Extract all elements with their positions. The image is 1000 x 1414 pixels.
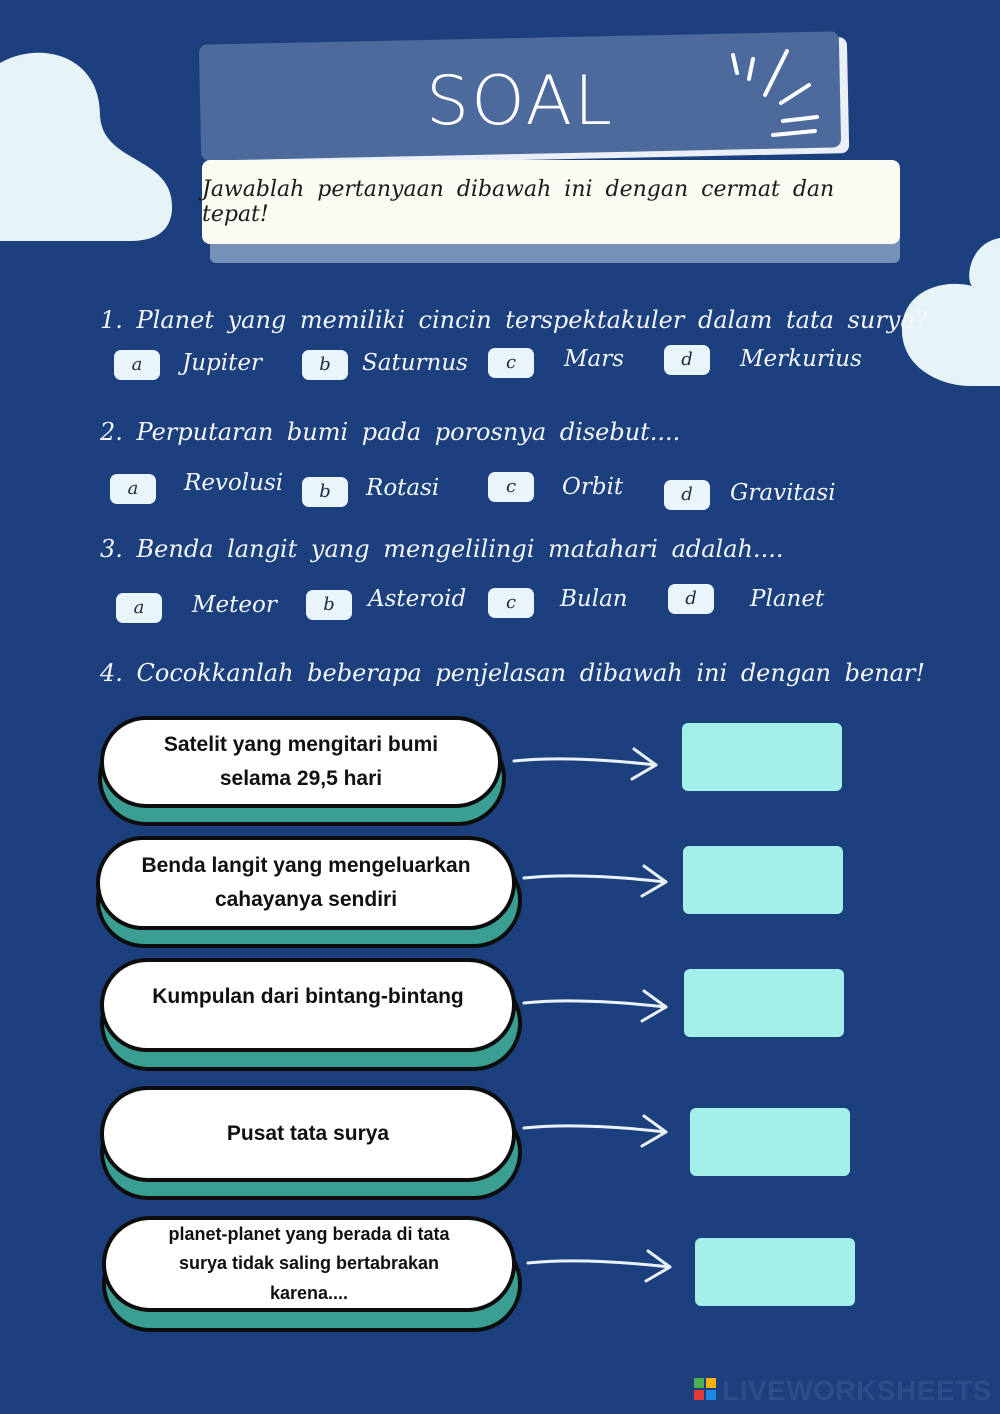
q1-option-a-label: Jupiter	[182, 350, 262, 376]
match-answer-box-2[interactable]	[683, 846, 843, 914]
match-answer-box-1[interactable]	[682, 723, 842, 791]
q3-option-a-label: Meteor	[192, 592, 277, 618]
q3-option-c-label: Bulan	[560, 586, 628, 612]
match-answer-box-5[interactable]	[695, 1238, 855, 1306]
match-item-4	[100, 1086, 516, 1182]
q3-option-d-label: Planet	[750, 586, 825, 612]
match-item-5	[102, 1216, 516, 1312]
match-item-1-line-1: Satelit yang mengitari bumi	[163, 733, 439, 757]
question-4-text: 4. Cocokkanlah beberapa penjelasan dibawah ini dengan benar!	[100, 659, 926, 687]
q2-option-d-badge[interactable]: d	[664, 480, 710, 510]
q2-option-a-badge[interactable]: a	[110, 474, 156, 504]
match-item-1-line-2: selama 29,5 hari	[219, 767, 383, 790]
q2-option-c-label: Orbit	[562, 474, 624, 500]
question-1-text: 1. Planet yang memiliki cincin terspektakuler dalam tata surya?	[100, 306, 928, 334]
instruction-text: Jawablah pertanyaan dibawah ini dengan cermat dan tepat!	[202, 160, 900, 244]
liveworksheets-logo-icon	[694, 1378, 716, 1400]
watermark-text: LIVEWORKSHEETS	[722, 1375, 992, 1406]
q1-option-b-badge[interactable]: b	[302, 350, 348, 380]
q2-option-d-label: Gravitasi	[730, 480, 836, 506]
q1-option-d-badge[interactable]: d	[664, 345, 710, 375]
q1-option-d-label: Merkurius	[740, 346, 862, 372]
match-answer-box-4[interactable]	[690, 1108, 850, 1176]
match-item-5-line-2: surya tidak saling bertabrakan	[178, 1253, 440, 1274]
match-item-4-line-1: Pusat tata surya	[226, 1122, 390, 1146]
arrow-right-icon	[512, 745, 662, 783]
q1-option-c-label: Mars	[564, 346, 625, 372]
q1-option-b-label: Saturnus	[362, 350, 468, 376]
q3-option-d-badge[interactable]: d	[668, 584, 714, 614]
q3-option-b-label: Asteroid	[368, 586, 467, 612]
q3-option-b-badge[interactable]: b	[306, 590, 352, 620]
match-answer-box-3[interactable]	[684, 969, 844, 1037]
q3-option-a-badge[interactable]: a	[116, 593, 162, 623]
match-item-2-line-1: Benda langit yang mengeluarkan	[141, 854, 471, 878]
sparkle-strokes-icon	[725, 45, 825, 140]
match-item-1	[100, 716, 502, 808]
q3-option-c-badge[interactable]: c	[488, 588, 534, 618]
q2-option-a-label: Revolusi	[184, 470, 284, 496]
match-item-2-line-2: cahayanya sendiri	[214, 888, 398, 911]
page-title: SOAL	[426, 62, 614, 141]
arrow-right-icon	[526, 1245, 676, 1283]
arrow-right-icon	[522, 987, 672, 1025]
match-item-3-line-1: Kumpulan dari bintang-bintang	[152, 985, 464, 1008]
q1-option-a-badge[interactable]: a	[114, 350, 160, 380]
q2-option-b-label: Rotasi	[366, 475, 440, 501]
q2-option-b-badge[interactable]: b	[302, 477, 348, 507]
match-item-5-line-3: karena....	[269, 1282, 349, 1303]
question-3-text: 3. Benda langit yang mengelilingi matahari adalah....	[100, 535, 784, 563]
arrow-right-icon	[522, 862, 672, 900]
match-item-3	[100, 958, 516, 1052]
q2-option-c-badge[interactable]: c	[488, 472, 534, 502]
q1-option-c-badge[interactable]: c	[488, 348, 534, 378]
match-item-5-line-1: planet-planet yang berada di tata	[168, 1224, 450, 1245]
cloud-left-decoration	[0, 45, 175, 245]
question-2-text: 2. Perputaran bumi pada porosnya disebut....	[100, 418, 681, 446]
match-item-2	[96, 836, 516, 930]
arrow-right-icon	[522, 1112, 672, 1150]
